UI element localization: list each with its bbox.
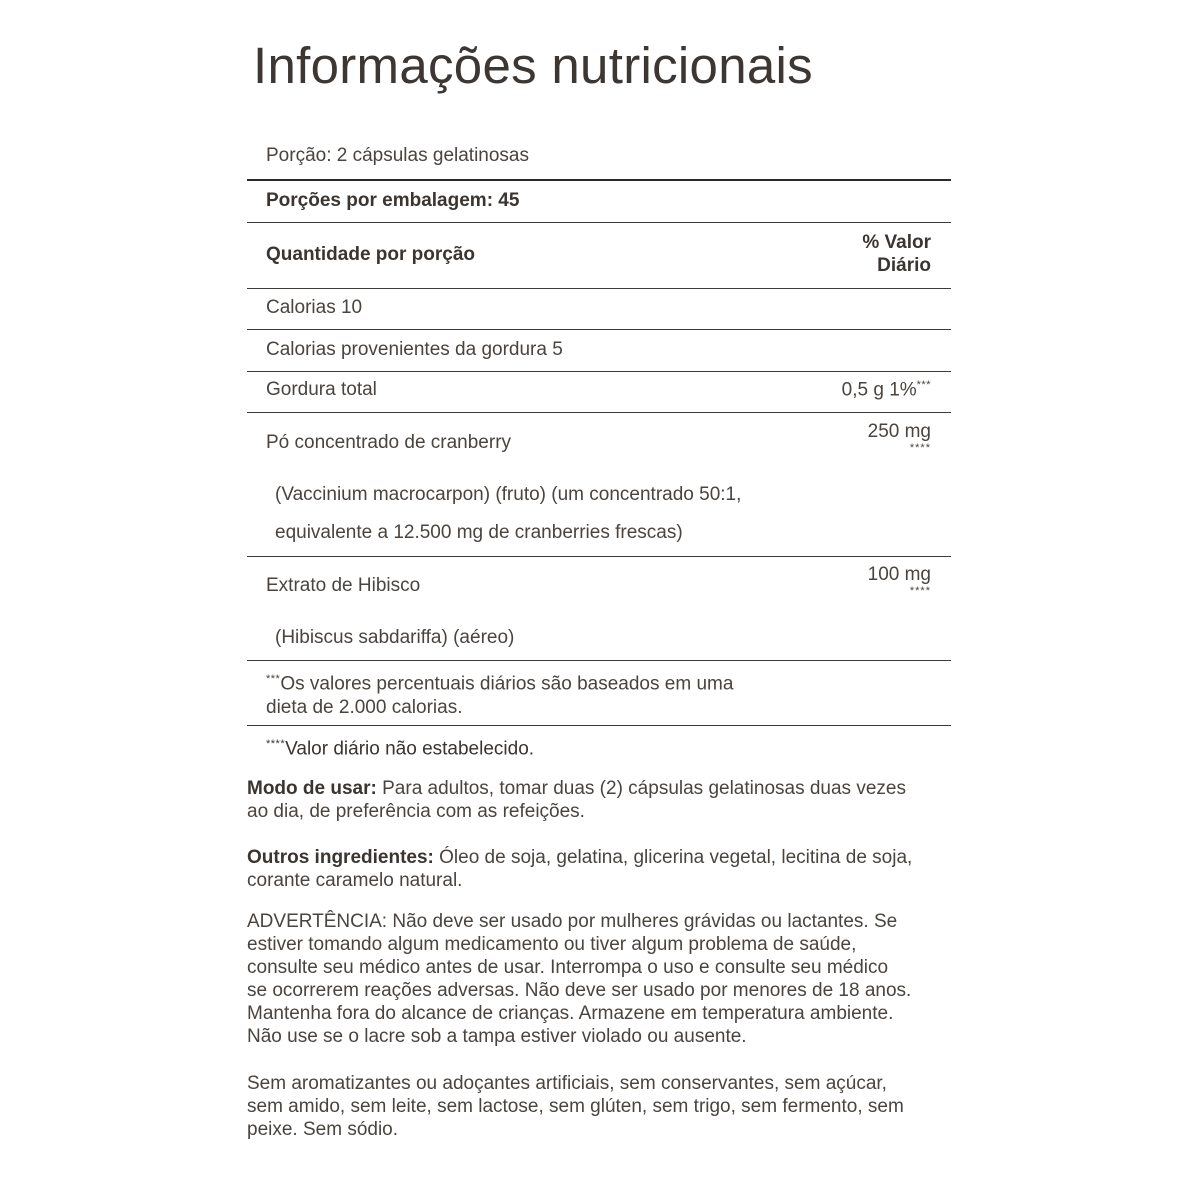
- table-header-row: [247, 223, 951, 289]
- warning-line: estiver tomando algum medicamento ou tiver algum problema de saúde,: [247, 934, 857, 955]
- total-fat-amount: 0,5 g 1%: [841, 379, 917, 401]
- free-from-line: sem amido, sem leite, sem lactose, sem glúten, sem trigo, sem fermento, sem: [247, 1096, 904, 1117]
- cranberry-marker: ****: [909, 442, 931, 454]
- daily-value-header-line2: Diário: [877, 255, 931, 276]
- cranberry-desc-line2: equivalente a 12.500 mg de cranberries frescas): [275, 522, 683, 543]
- fat-calories: Calorias provenientes da gordura 5: [266, 339, 563, 360]
- cranberry-value-cell: [868, 421, 931, 453]
- ingredients-label: Outros ingredientes:: [247, 847, 434, 868]
- footnote-daily-value-row: [247, 726, 951, 766]
- serving-size-row: [247, 134, 951, 181]
- free-from-line: Sem aromatizantes ou adoçantes artificiais, sem conservantes, sem açúcar,: [247, 1073, 887, 1094]
- footnote-percent-row: [247, 661, 951, 726]
- hibiscus-value: 100 mg: [867, 564, 931, 585]
- daily-value-header: [862, 231, 931, 277]
- cranberry-label: Pó concentrado de cranberry: [266, 432, 512, 453]
- warning-line: ADVERTÊNCIA: Não deve ser usado por mulheres grávidas ou lactantes. Se: [247, 911, 898, 932]
- other-ingredients: [247, 846, 967, 892]
- total-fat-marker: ***: [916, 379, 931, 391]
- usage-line1: Para adultos, tomar duas (2) cápsulas gelatinosas duas vezes: [376, 778, 906, 799]
- hibiscus-marker: ****: [909, 585, 931, 597]
- servings-per-container-row: [247, 181, 951, 223]
- hibiscus-row: [247, 557, 951, 661]
- warning-text: [247, 910, 967, 1048]
- ingredients-line1: Óleo de soja, gelatina, glicerina vegetal, lecitina de soja,: [433, 847, 913, 868]
- serving-size: Porção: 2 cápsulas gelatinosas: [266, 145, 529, 166]
- free-from-line: peixe. Sem sódio.: [247, 1119, 399, 1140]
- hibiscus-value-cell: [868, 564, 931, 596]
- footnote-percent-line2: dieta de 2.000 calorias.: [266, 697, 463, 719]
- usage-line2: ao dia, de preferência com as refeições.: [247, 801, 585, 822]
- footnote-daily-value-marker: ****: [266, 738, 286, 750]
- fat-calories-row: [247, 330, 951, 372]
- cranberry-value: 250 mg: [867, 421, 931, 442]
- warning-line: se ocorrerem reações adversas. Não deve ser usado por menores de 18 anos.: [247, 980, 912, 1001]
- warning-line: Mantenha fora do alcance de crianças. Armazene em temperatura ambiente.: [247, 1003, 894, 1024]
- usage-instructions: [247, 777, 967, 823]
- total-fat-row: [247, 372, 951, 413]
- free-from-statement: [247, 1072, 967, 1141]
- hibiscus-label: Extrato de Hibisco: [266, 575, 421, 596]
- servings-per-container: Porções por embalagem: 45: [266, 190, 520, 211]
- footnote-daily-value: [266, 732, 534, 761]
- daily-value-header-line1: % Valor: [862, 232, 931, 253]
- calories-row: [247, 289, 951, 330]
- hibiscus-desc: (Hibiscus sabdariffa) (aéreo): [275, 627, 515, 648]
- usage-label: Modo de usar:: [247, 778, 377, 799]
- footnote-percent-line1: Os valores percentuais diários são baseados em uma: [280, 673, 734, 695]
- cranberry-row: [247, 413, 951, 557]
- footnote-percent: [266, 667, 733, 720]
- total-fat-value: [842, 379, 931, 401]
- total-fat-label: Gordura total: [266, 379, 377, 400]
- amount-per-serving-header: Quantidade por porção: [266, 244, 476, 265]
- warning-line: consulte seu médico antes de usar. Interrompa o uso e consulte seu médico: [247, 957, 889, 978]
- footnote-percent-marker: ***: [266, 673, 281, 685]
- warning-line: Não use se o lacre sob a tampa estiver violado ou ausente.: [247, 1026, 747, 1047]
- calories: Calorias 10: [266, 297, 363, 318]
- cranberry-desc-line1: (Vaccinium macrocarpon) (fruto) (um concentrado 50:1,: [275, 484, 742, 505]
- nutrition-facts-table: [247, 134, 951, 766]
- ingredients-line2: corante caramelo natural.: [247, 870, 463, 891]
- footnote-daily-value-text: Valor diário não estabelecido.: [285, 738, 535, 760]
- page-title: Informações nutricionais: [253, 37, 813, 94]
